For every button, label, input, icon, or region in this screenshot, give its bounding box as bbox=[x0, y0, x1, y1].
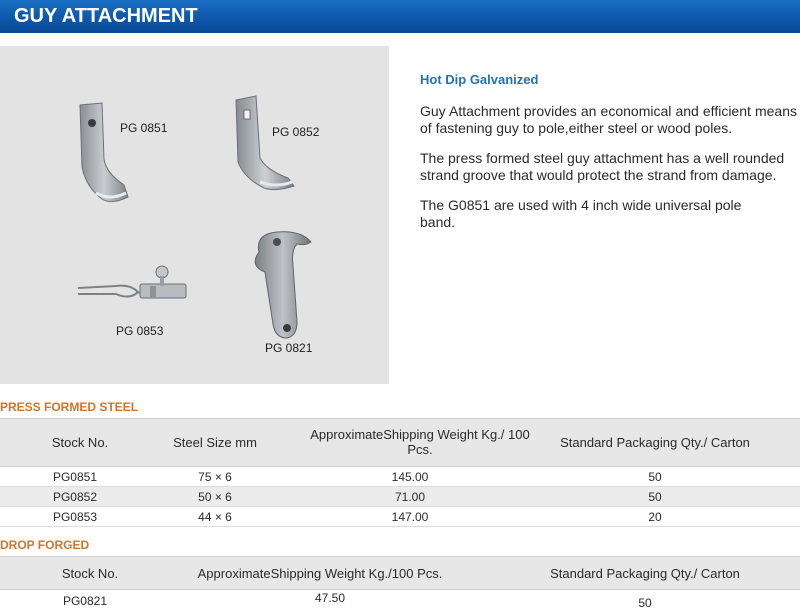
header-steel-size: Steel Size mm bbox=[173, 435, 257, 450]
press-formed-table-header bbox=[0, 418, 800, 467]
description-paragraph-2: The press formed steel guy attachment has a well rounded strand groove that would protect the strand from damage. bbox=[420, 150, 785, 183]
part-label-pg0821: PG 0821 bbox=[265, 341, 313, 355]
cell-packaging-qty: 50 bbox=[648, 490, 662, 504]
part-label-pg0853: PG 0853 bbox=[116, 324, 164, 338]
page-title: GUY ATTACHMENT bbox=[14, 5, 198, 27]
header-stock-no: Stock No. bbox=[51, 435, 109, 450]
cell-weight: 47.50 bbox=[314, 591, 346, 605]
header-stock-no: Stock No. bbox=[61, 566, 119, 581]
part-label-pg0852: PG 0852 bbox=[272, 125, 320, 139]
description-paragraph-3: The G0851 are used with 4 inch wide universal pole band. bbox=[420, 197, 742, 230]
header-shipping-weight: ApproximateShipping Weight Kg./ 100 Pcs. bbox=[310, 427, 530, 457]
cell-packaging-qty: 50 bbox=[648, 470, 662, 484]
pg0821-forged-attachment-image bbox=[245, 226, 325, 346]
part-label-pg0851: PG 0851 bbox=[120, 121, 168, 135]
cell-steel-size: 44 × 6 bbox=[198, 510, 232, 524]
description-paragraph-1: Guy Attachment provides an economical and efficient means of fastening guy to pole,either steel or wood poles. bbox=[420, 103, 797, 136]
cell-stock-no: PG0852 bbox=[52, 490, 98, 504]
header-packaging-qty: Standard Packaging Qty./ Carton bbox=[550, 566, 740, 581]
page-title-bar bbox=[0, 0, 800, 33]
pg0853-clamp-image bbox=[76, 256, 196, 316]
cell-stock-no: PG0853 bbox=[52, 510, 98, 524]
table-row bbox=[0, 487, 800, 507]
cell-weight: 145.00 bbox=[391, 470, 429, 484]
description-heading: Hot Dip Galvanized bbox=[420, 72, 539, 87]
cell-weight: 71.00 bbox=[394, 490, 426, 504]
table-row bbox=[0, 590, 800, 609]
product-description bbox=[420, 72, 797, 244]
section-title-drop-forged: DROP FORGED bbox=[0, 538, 90, 552]
cell-weight: 147.00 bbox=[391, 510, 429, 524]
table-row bbox=[0, 507, 800, 527]
pg0851-bracket-image bbox=[72, 101, 132, 211]
product-photo-panel bbox=[0, 46, 389, 384]
pg0852-bracket-image bbox=[230, 94, 300, 194]
cell-stock-no: PG0821 bbox=[62, 594, 108, 608]
cell-steel-size: 50 × 6 bbox=[198, 490, 232, 504]
cell-packaging-qty: 50 bbox=[638, 596, 652, 610]
table-row bbox=[0, 467, 800, 487]
section-title-press-formed: PRESS FORMED STEEL bbox=[0, 400, 139, 414]
cell-stock-no: PG0851 bbox=[52, 470, 98, 484]
cell-packaging-qty: 20 bbox=[648, 510, 662, 524]
header-packaging-qty: Standard Packaging Qty./ Carton bbox=[560, 435, 750, 450]
header-shipping-weight: ApproximateShipping Weight Kg./100 Pcs. bbox=[197, 566, 443, 581]
cell-steel-size: 75 × 6 bbox=[198, 470, 232, 484]
drop-forged-table-header bbox=[0, 556, 800, 590]
